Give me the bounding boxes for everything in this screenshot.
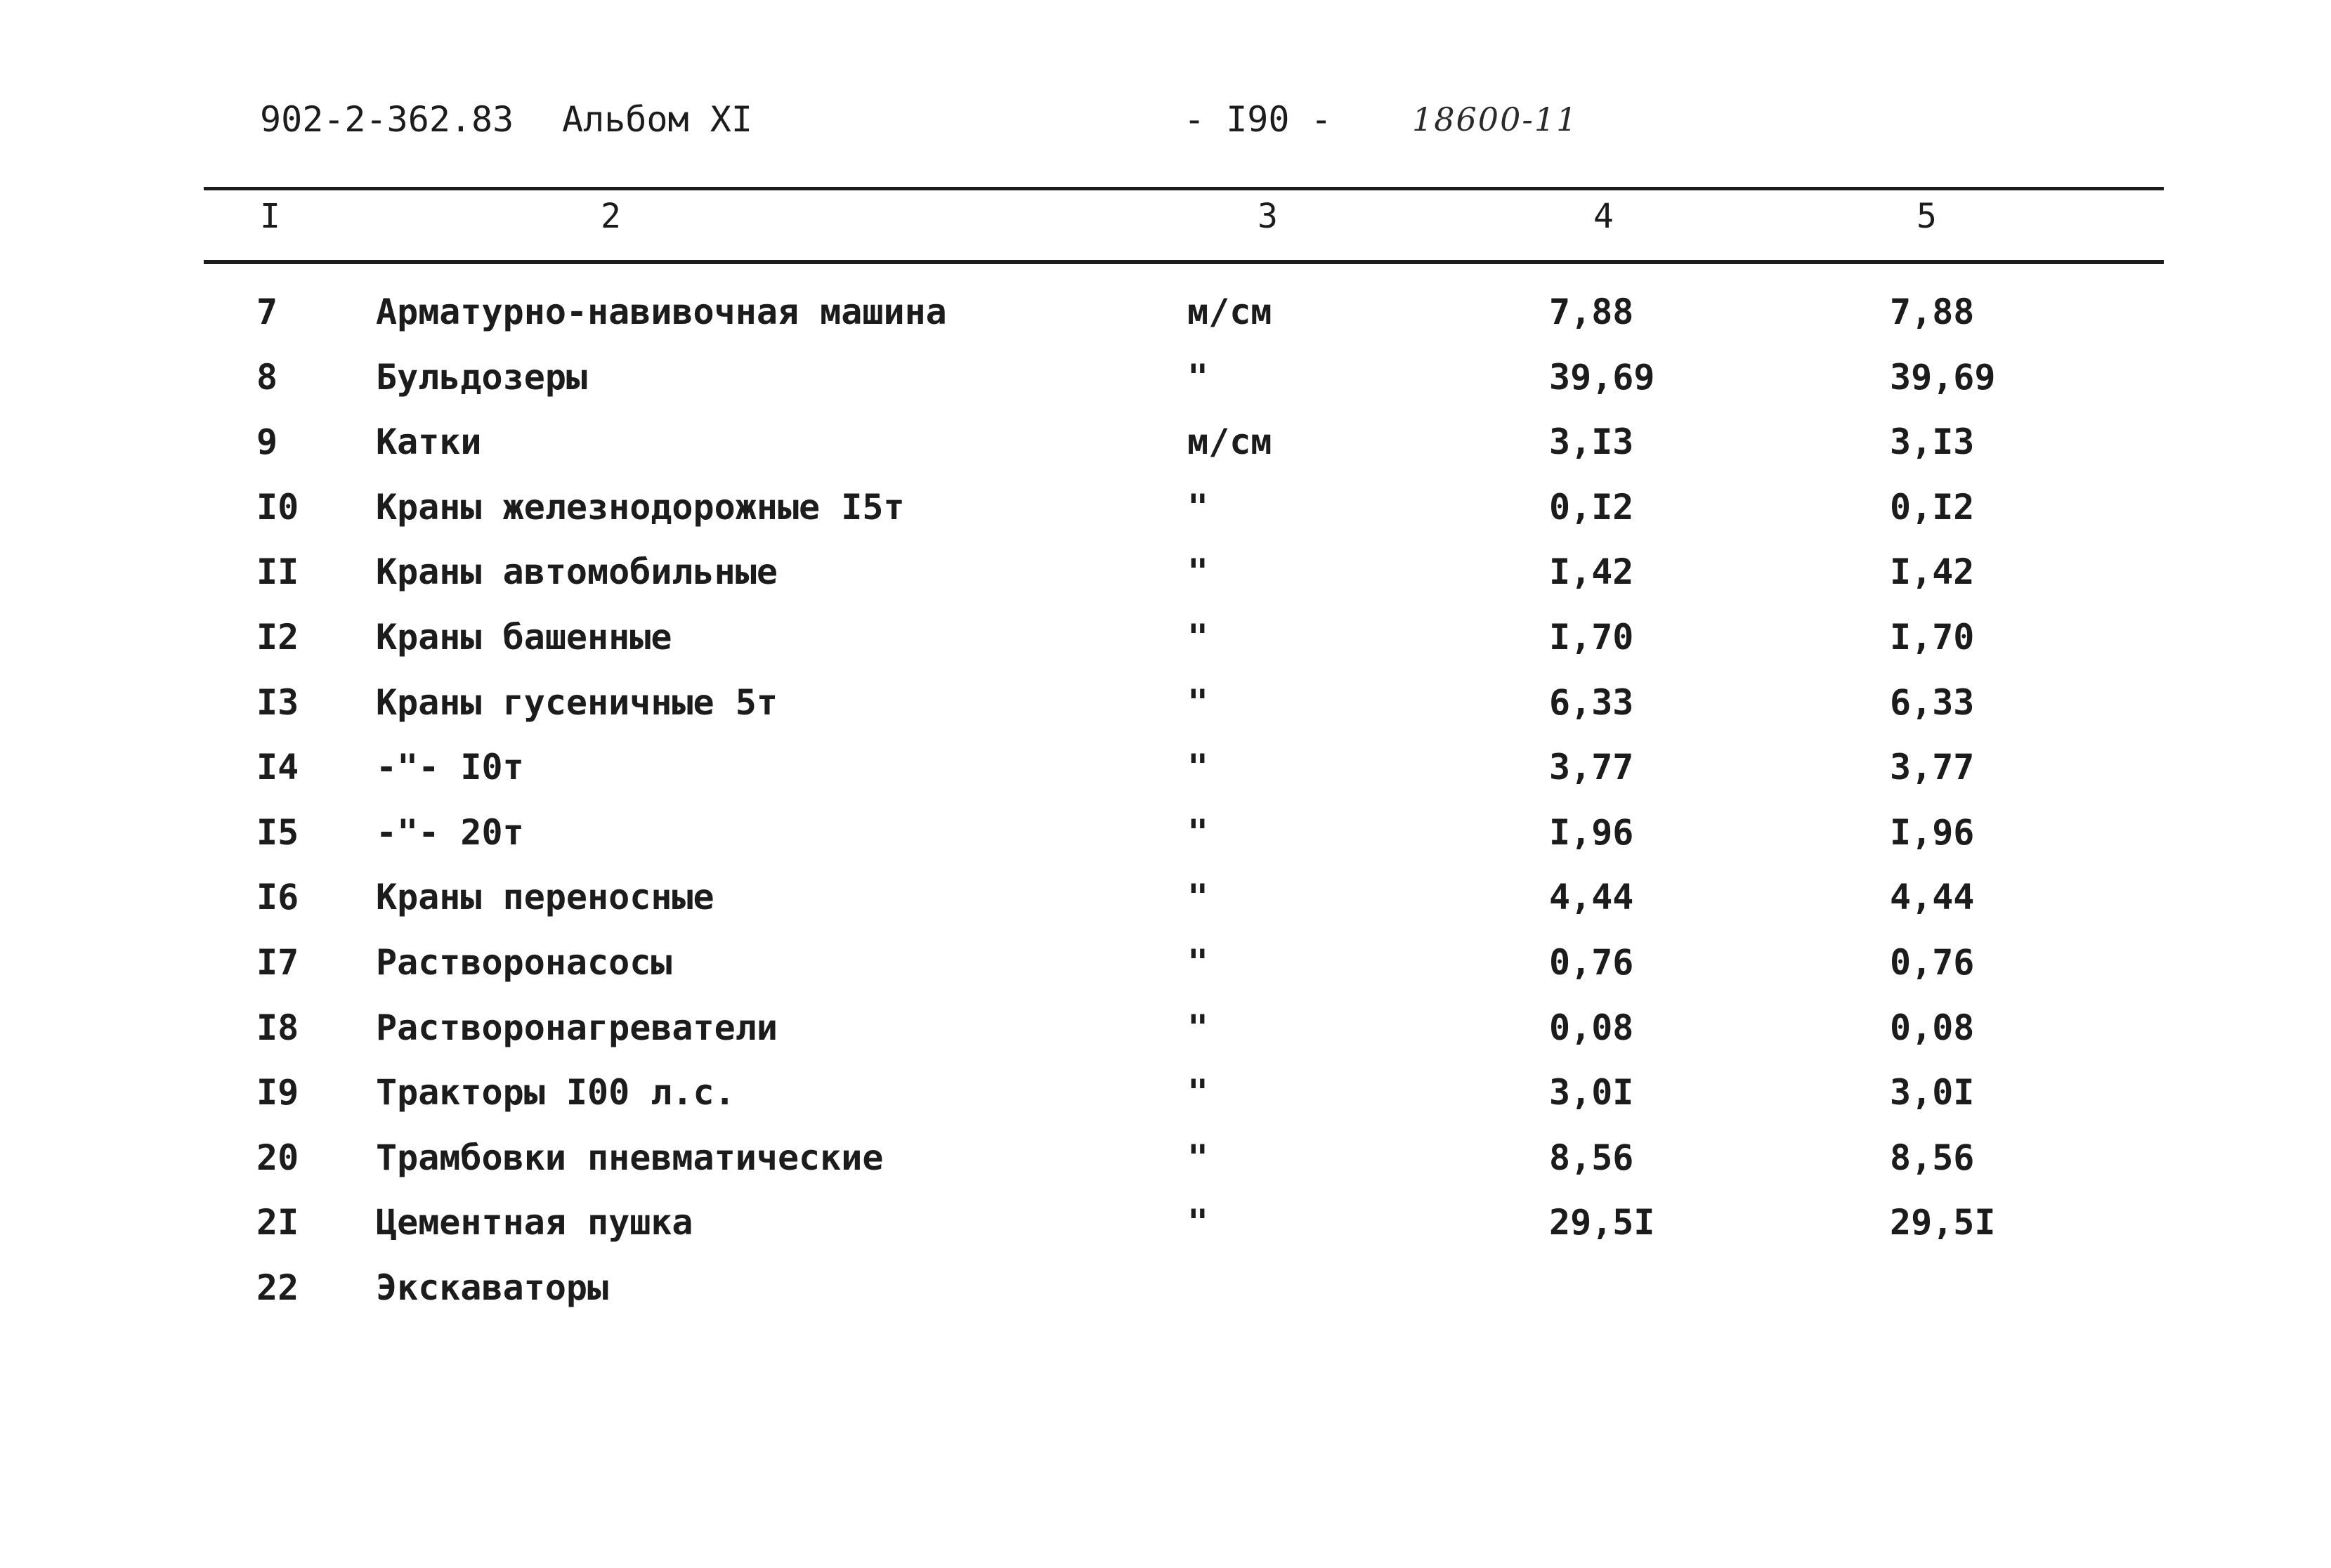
row-unit: " [1187, 616, 1209, 658]
row-number: I2 [256, 616, 299, 658]
row-name: -"- I0т [376, 747, 524, 788]
row-value-col4: 6,33 [1549, 681, 1634, 723]
table-body [0, 289, 2331, 1331]
row-number: 8 [256, 356, 278, 398]
row-value-col5: 4,44 [1890, 877, 1975, 918]
row-number: 7 [256, 292, 278, 332]
row-unit: " [1187, 551, 1209, 593]
row-unit: " [1187, 486, 1209, 528]
row-unit: " [1187, 356, 1209, 398]
table-row [0, 289, 2331, 355]
table-row [0, 1200, 2331, 1265]
row-number: 20 [256, 1137, 299, 1178]
table-row [0, 615, 2331, 680]
row-unit: " [1187, 1072, 1209, 1113]
row-value-col4: 39,69 [1549, 356, 1655, 398]
row-value-col4: I,70 [1549, 616, 1634, 658]
column-header-3: 3 [1258, 197, 1278, 236]
row-number: I8 [256, 1007, 299, 1048]
table-row [0, 1070, 2331, 1135]
row-number: I4 [256, 747, 299, 788]
row-unit: " [1187, 1007, 1209, 1048]
row-unit: " [1187, 811, 1209, 853]
document-code: 902-2-362.83 [260, 99, 514, 140]
row-value-col4: 3,I3 [1549, 422, 1634, 463]
page-number: - I90 - [1184, 99, 1332, 140]
row-value-col5: 0,I2 [1890, 486, 1975, 528]
album-label: Альбом XI [562, 99, 752, 140]
table-row [0, 1135, 2331, 1201]
column-header-2: 2 [601, 197, 621, 236]
row-value-col5: I,42 [1890, 551, 1975, 593]
row-name: Цементная пушка [376, 1202, 693, 1243]
row-number: I6 [256, 877, 299, 918]
row-unit: " [1187, 877, 1209, 918]
row-value-col5: 0,76 [1890, 941, 1975, 983]
column-header-5: 5 [1917, 197, 1937, 236]
row-name: Арматурно-навивочная машина [376, 292, 947, 332]
row-value-col5: 29,5I [1890, 1202, 1996, 1243]
row-name: Растворонасосы [376, 941, 672, 983]
row-unit: м/см [1187, 292, 1272, 332]
row-name: Трамбовки пневматические [376, 1137, 884, 1178]
row-value-col4: 29,5I [1549, 1202, 1655, 1243]
row-value-col4: I,96 [1549, 811, 1634, 853]
row-value-col4: 0,I2 [1549, 486, 1634, 528]
table-header-rule [204, 260, 2164, 264]
row-value-col4: 3,0I [1549, 1072, 1634, 1113]
row-name: Тракторы I00 л.с. [376, 1072, 736, 1113]
row-unit: " [1187, 941, 1209, 983]
row-name: Краны железнодорожные I5т [376, 486, 905, 528]
table-row [0, 810, 2331, 875]
row-value-col4: 8,56 [1549, 1137, 1634, 1178]
row-unit: " [1187, 1202, 1209, 1243]
row-name: Краны гусеничные 5т [376, 681, 778, 723]
table-row [0, 549, 2331, 615]
row-value-col5: 6,33 [1890, 681, 1975, 723]
row-value-col5: 7,88 [1890, 292, 1975, 332]
row-value-col4: 0,08 [1549, 1007, 1634, 1048]
row-unit: " [1187, 1137, 1209, 1178]
column-header-4: 4 [1593, 197, 1614, 236]
row-name: Растворонагреватели [376, 1007, 778, 1048]
row-number: 2I [256, 1202, 299, 1243]
row-unit: м/см [1187, 422, 1272, 463]
row-name: -"- 20т [376, 811, 524, 853]
row-value-col5: I,70 [1890, 616, 1975, 658]
row-unit: " [1187, 747, 1209, 788]
row-value-col5: 3,77 [1890, 747, 1975, 788]
table-row [0, 355, 2331, 420]
column-header-1: I [260, 197, 280, 236]
row-number: I9 [256, 1072, 299, 1113]
row-unit: " [1187, 681, 1209, 723]
row-name: Краны переносные [376, 877, 714, 918]
table-top-rule [204, 187, 2164, 190]
row-name: Экскаваторы [376, 1267, 609, 1308]
row-value-col5: 39,69 [1890, 356, 1996, 398]
row-value-col5: 3,0I [1890, 1072, 1975, 1113]
row-value-col4: 0,76 [1549, 941, 1634, 983]
row-number: I5 [256, 811, 299, 853]
table-row [0, 680, 2331, 745]
table-row [0, 940, 2331, 1005]
row-number: I3 [256, 681, 299, 723]
row-number: I7 [256, 941, 299, 983]
table-row [0, 1265, 2331, 1331]
handwritten-number: 18600-11 [1412, 100, 1579, 138]
table-row [0, 1005, 2331, 1071]
table-row [0, 419, 2331, 485]
row-value-col4: I,42 [1549, 551, 1634, 593]
row-value-col5: I,96 [1890, 811, 1975, 853]
row-name: Краны автомобильные [376, 551, 778, 593]
row-name: Катки [376, 422, 482, 463]
row-value-col4: 7,88 [1549, 292, 1634, 332]
row-value-col5: 3,I3 [1890, 422, 1975, 463]
row-number: II [256, 551, 299, 593]
row-value-col4: 3,77 [1549, 747, 1634, 788]
row-number: 9 [256, 422, 278, 463]
table-row [0, 875, 2331, 940]
row-name: Бульдозеры [376, 356, 588, 398]
row-name: Краны башенные [376, 616, 672, 658]
table-row [0, 485, 2331, 550]
row-value-col4: 4,44 [1549, 877, 1634, 918]
row-number: 22 [256, 1267, 299, 1308]
row-number: I0 [256, 486, 299, 528]
row-value-col5: 8,56 [1890, 1137, 1975, 1178]
table-row [0, 745, 2331, 810]
row-value-col5: 0,08 [1890, 1007, 1975, 1048]
